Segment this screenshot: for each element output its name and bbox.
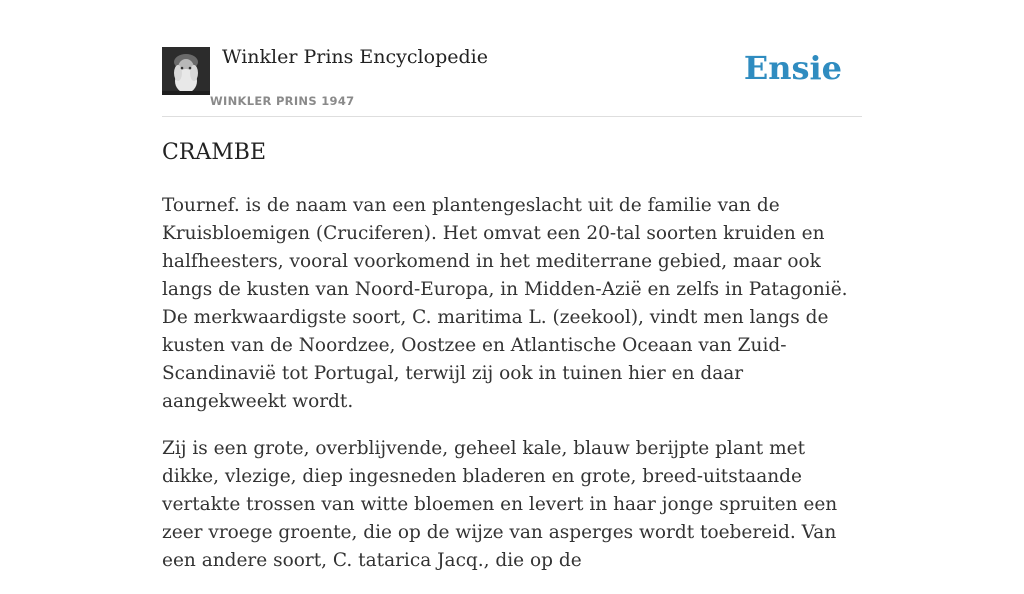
author-avatar-icon [162, 47, 210, 95]
edition-label[interactable]: WINKLER PRINS 1947 [210, 94, 355, 108]
article-paragraph: Zij is een grote, overblijvende, geheel kale, blauw berijpte plant met dikke, vlezige, diep ingesneden bladeren en grote, breed-uitstaande vertakte trossen van witte bloemen en levert in haar jonge spruiten een zeer vroege groente, die op de wijze van asperges wordt toebereid. Van een andere soort, C. tatarica Jacq., die op de [162, 438, 838, 571]
article-body [162, 192, 862, 594]
site-header [162, 44, 862, 117]
site-name[interactable]: Winkler Prins Encyclopedie [222, 46, 488, 68]
article-title: CRAMBE [162, 140, 267, 165]
article-paragraph: Tournef. is de naam van een plantengeslacht uit de familie van de Kruisbloemigen (Cruciferen). Het omvat een 20-tal soorten kruiden en halfheesters, vooral voorkomend in het mediterrane gebied, maar ook langs de kusten van Noord-Europa, in Midden-Azië en zelfs in Patagonië. De merkwaardigste soort, C. maritima L. (zeekool), vindt men langs de kusten van de Noordzee, Oostzee en Atlantische Oceaan van Zuid-Scandinavië tot Portugal, terwijl zij ook in tuinen hier en daar aangekweekt wordt. [162, 195, 848, 412]
brand-logo-link[interactable]: Ensie [743, 49, 842, 87]
